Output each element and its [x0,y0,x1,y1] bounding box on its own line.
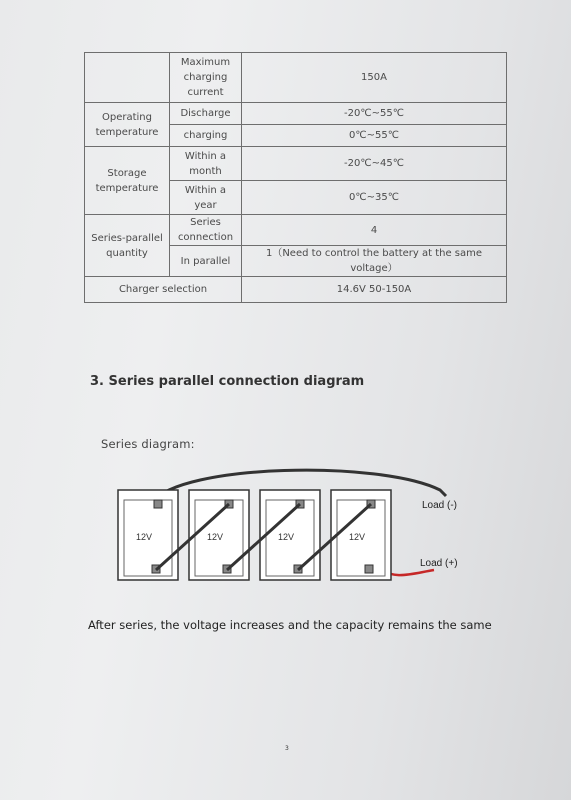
battery-voltage-label: 12V [349,532,366,542]
load-negative-label: Load (-) [422,500,458,511]
series-connection-diagram [110,460,490,590]
table-cell: Charger selection [85,277,242,303]
diagram-caption: After series, the voltage increases and the capacity remains the same [88,618,492,632]
table-cell: Discharge [170,103,242,125]
load-positive-label: Load (+) [420,558,458,569]
terminal-negative [154,500,162,508]
table-row [85,277,507,303]
table-cell: Maximum charging current [170,53,242,103]
table-cell: charging [170,125,242,147]
table-cell: Within a year [170,181,242,215]
table-row [85,103,507,125]
series-diagram-label: Series diagram: [101,437,195,451]
table-cell: Operating temperature [85,103,170,147]
table-cell: 0℃~55℃ [242,125,507,147]
battery-voltage-label: 12V [136,532,153,542]
table-cell: 150A [242,53,507,103]
battery-spec-table [84,52,507,303]
table-cell: 4 [242,215,507,246]
table-cell: Within a month [170,147,242,181]
table-row [85,53,507,103]
table-cell: 1（Need to control the battery at the same voltage） [242,246,507,277]
table-cell: 0℃~35℃ [242,181,507,215]
table-cell: Series-parallel quantity [85,215,170,277]
table-cell: -20℃~45℃ [242,147,507,181]
table-cell [85,53,170,103]
battery-voltage-label: 12V [278,532,295,542]
table-cell: 14.6V 50-150A [242,277,507,303]
table-cell: In parallel [170,246,242,277]
table-cell: Storage temperature [85,147,170,215]
table-row [85,215,507,246]
table-cell: Series connection [170,215,242,246]
section-title: 3. Series parallel connection diagram [90,374,365,389]
battery-voltage-label: 12V [207,532,224,542]
table-cell: -20℃~55℃ [242,103,507,125]
page-number: 3 [285,745,289,752]
table-row [85,147,507,181]
